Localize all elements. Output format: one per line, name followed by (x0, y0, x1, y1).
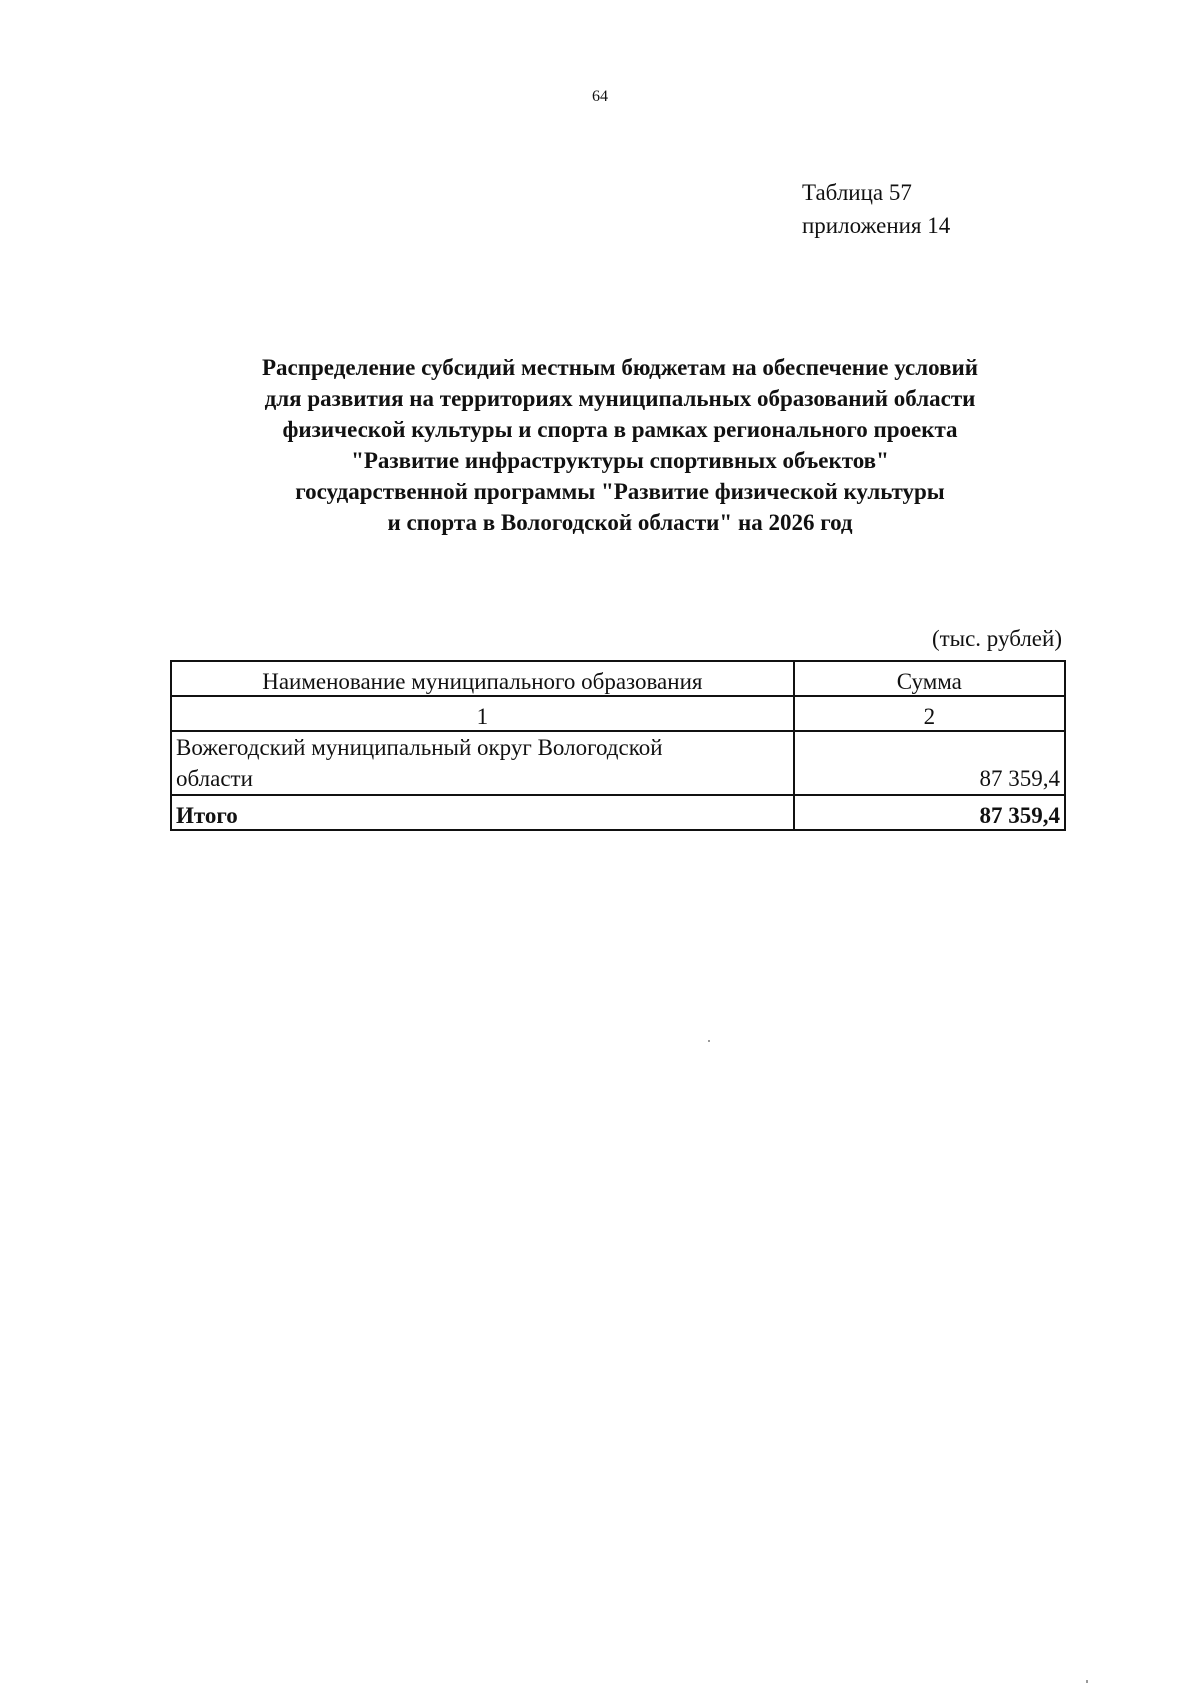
units-label: (тыс. рублей) (931, 626, 1062, 651)
municipality-sum: 87 359,4 (794, 731, 1065, 795)
title-line: для развития на территориях муниципальных образований области (264, 386, 976, 411)
scan-speck (1086, 1680, 1088, 1683)
title-line: государственной программы "Развитие физической культуры (295, 479, 945, 504)
title-line: и спорта в Вологодской области" на 2026 год (387, 510, 853, 535)
table-header-row (171, 661, 1065, 696)
column-number: 2 (794, 696, 1065, 731)
table-reference (802, 176, 950, 242)
municipality-name (171, 731, 794, 795)
header-municipality: Наименование муниципального образования (171, 661, 794, 696)
title-line: физической культуры и спорта в рамках регионального проекта (282, 417, 958, 442)
table-number: Таблица 57 (802, 180, 912, 205)
document-title (150, 352, 1090, 538)
municipality-name-line: Вожегодский муниципальный округ Вологодской (176, 735, 663, 760)
municipality-name-line: области (176, 766, 253, 791)
title-line: "Развитие инфраструктуры спортивных объектов" (351, 448, 889, 473)
appendix-number: приложения 14 (802, 213, 951, 238)
header-sum: Сумма (794, 661, 1065, 696)
title-line: Распределение субсидий местным бюджетам на обеспечение условий (261, 355, 979, 380)
page-number: 64 (592, 88, 608, 105)
allocation-table (170, 660, 1066, 831)
table-row (171, 731, 1065, 795)
scan-speck (708, 1040, 710, 1042)
column-number: 1 (171, 696, 794, 731)
column-number-row (171, 696, 1065, 731)
total-sum: 87 359,4 (794, 795, 1065, 830)
total-label: Итого (171, 795, 794, 830)
total-row (171, 795, 1065, 830)
